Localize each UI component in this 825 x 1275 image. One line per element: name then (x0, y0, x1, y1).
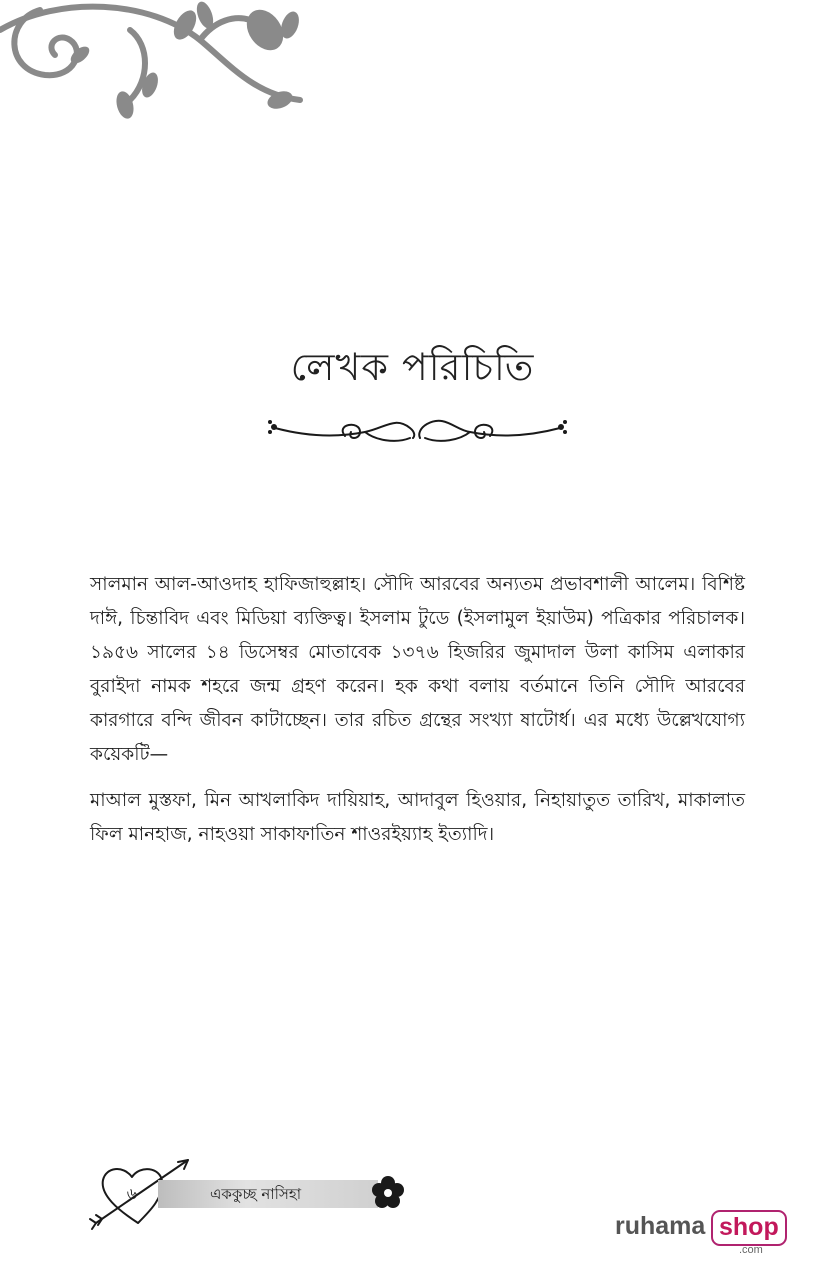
floral-corner-ornament-icon (0, 0, 310, 130)
brand-name: ruhama (615, 1212, 706, 1240)
brand-domain: .com (739, 1244, 763, 1256)
page-number: ৬ (126, 1184, 138, 1203)
book-title: এককুচ্ছ নাসিহা (210, 1185, 302, 1203)
flourish-divider-icon (265, 406, 570, 454)
works-paragraph: মাআল মুস্তফা, মিন আখলাকিদ দায়িয়াহ, আদাবুল হিওয়ার, নিহায়াতুত তারিখ, মাকালাত ফিল মানহাজ, নাহওয়া সাকাফাতিন শাওরইয়্যাহ ইত্যাদি। (90, 790, 745, 845)
brand-watermark (615, 1210, 785, 1260)
bio-paragraph: সালমান আল-আওদাহ হাফিজাহুল্লাহ। সৌদি আরবের অন্যতম প্রভাবশালী আলেম। বিশিষ্ট দাঈ, চিন্তাবিদ এবং মিডিয়া ব্যক্তিত্ব। ইসলাম টুডে (ইসলামুল ইয়াউম) পত্রিকার পরিচালক। ১৯৫৬ সালের ১৪ ডিসেম্বর মোতাবেক ১৩৭৬ হিজরির জুমাদাল উলা কাসিম এলাকার বুরাইদা নামক শহরে জন্ম গ্রহণ করেন। হক কথা বলায় বর্তমানে তিনি সৌদি আরবের কারগারে বন্দি জীবন কাটাচ্ছেন। তার রচিত গ্রন্থের সংখ্যা ষাটোর্ধ। এর মধ্যে উল্লেখযোগ্য কয়েকটি— (90, 574, 745, 765)
page-footer (88, 1155, 418, 1235)
brand-shop-text: shop (719, 1213, 779, 1241)
brand-shop-badge (711, 1210, 787, 1246)
page-title: লেখক পরিচিতি (290, 345, 535, 389)
author-bio (90, 568, 745, 864)
flower-icon (371, 1175, 405, 1209)
